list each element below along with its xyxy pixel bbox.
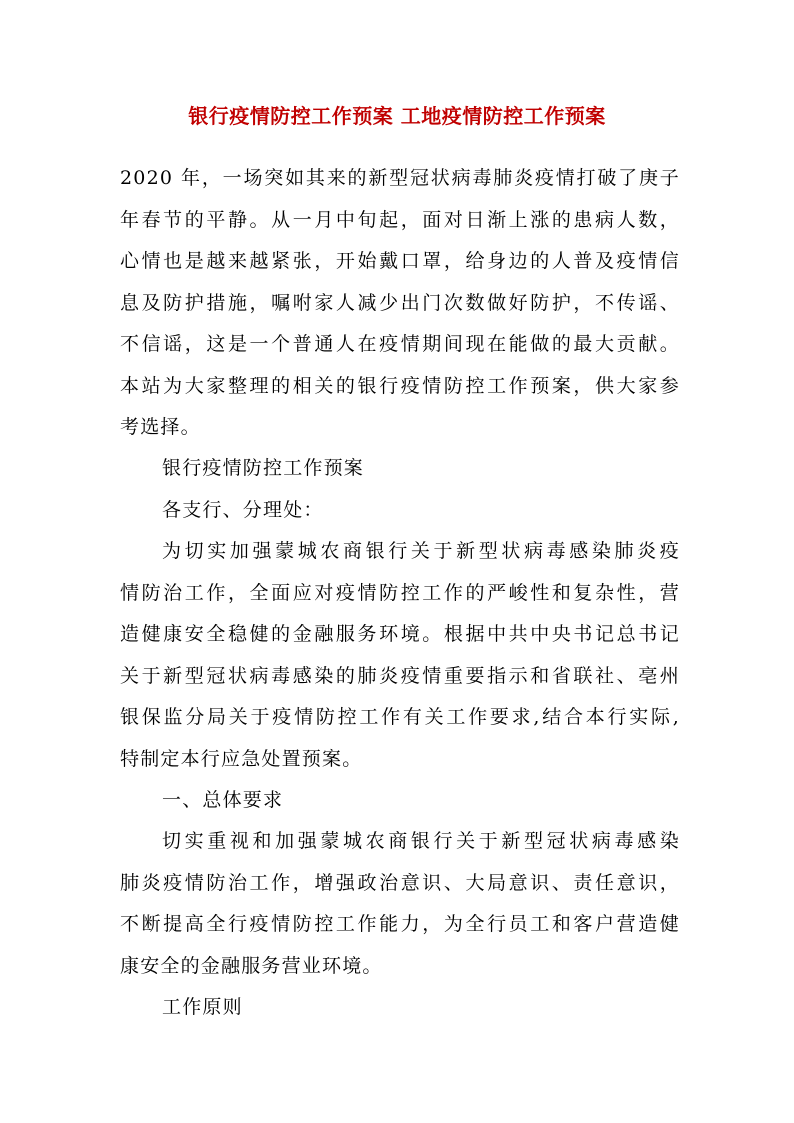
text-line: 工作原则: [162, 996, 243, 1018]
text-line: 各支行、分理处：: [162, 499, 324, 521]
text-line: 康安全的金融服务营业环境。: [120, 954, 383, 977]
text-line: 心情也是越来越紧张，开始戴口罩，给身边的人普及疫情信: [120, 250, 680, 272]
text-line: 本站为大家整理的相关的银行疫情防控工作预案，供大家参: [120, 374, 680, 397]
text-line: 银保监分局关于疫情防控工作有关工作要求,结合本行实际,: [120, 706, 680, 728]
text-line: 考选择。: [120, 416, 201, 438]
text-line: 情防治工作，全面应对疫情防控工作的严峻性和复杂性，营: [120, 581, 680, 604]
text-line: 不信谣，这是一个普通人在疫情期间现在能做的最大贡献。: [120, 333, 680, 355]
salutation: [120, 490, 680, 532]
text-line: 特制定本行应急处置预案。: [120, 747, 363, 770]
purpose-paragraph: [120, 531, 680, 780]
document-title: 银行疫情防控工作预案 工地疫情防控工作预案: [188, 104, 606, 128]
text-line: 肺炎疫情防治工作，增强政治意识、大局意识、责任意识，: [120, 871, 680, 894]
text-line: 切实重视和加强蒙城农商银行关于新型冠状病毒感染: [162, 830, 680, 852]
text-line: 造健康安全稳健的金融服务环境。根据中共中央书记总书记: [120, 623, 680, 645]
section-heading-principles: [120, 987, 680, 1029]
requirements-paragraph: [120, 821, 680, 987]
text-line: 一、总体要求: [162, 789, 284, 811]
text-line: 不断提高全行疫情防控工作能力，为全行员工和客户营造健: [120, 913, 680, 935]
text-line: 2020 年，一场突如其来的新型冠状病毒肺炎疫情打破了庚子: [120, 167, 680, 189]
text-line: 为切实加强蒙城农商银行关于新型状病毒感染肺炎疫: [162, 540, 680, 562]
section-heading-overall: [120, 780, 680, 822]
text-line: 年春节的平静。从一月中旬起，面对日渐上涨的患病人数，: [120, 208, 680, 231]
text-line: 息及防护措施，嘱咐家人减少出门次数做好防护，不传谣、: [120, 291, 680, 314]
intro-paragraph: [120, 158, 680, 449]
text-line: 关于新型冠状病毒感染的肺炎疫情重要指示和省联社、亳州: [120, 664, 680, 687]
section-heading-plan: [120, 448, 680, 490]
text-line: 银行疫情防控工作预案: [162, 457, 365, 479]
